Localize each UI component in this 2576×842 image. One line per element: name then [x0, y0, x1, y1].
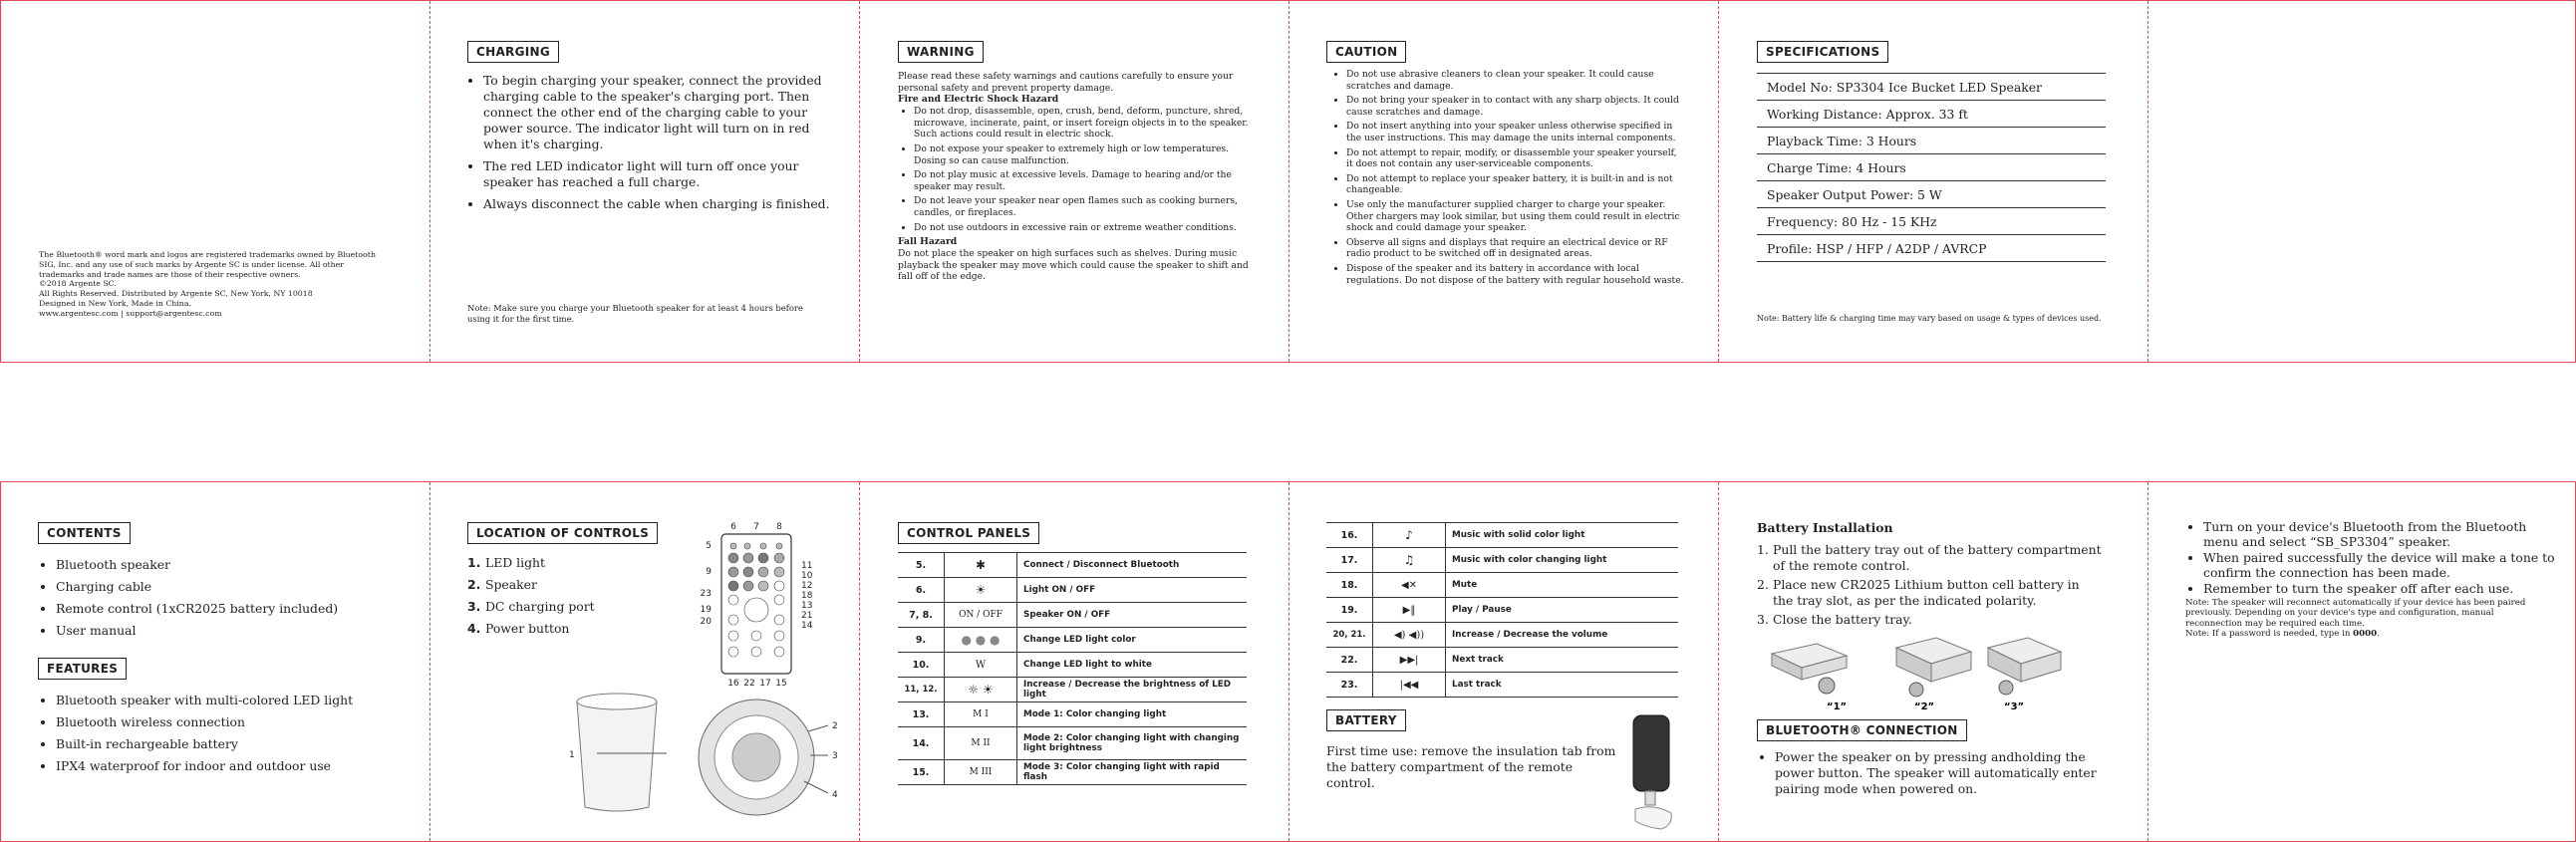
charging-note: Note: Make sure you charge your Bluetooth speaker for at least 4 hours before using it for the first time.: [467, 303, 803, 324]
callout-number: 9: [706, 567, 712, 577]
features-list: [38, 690, 407, 777]
design-line: Designed in New York, Made in China.: [39, 298, 191, 308]
item-label: DC charging port: [485, 599, 595, 614]
callout-number: 17: [759, 679, 771, 689]
row-description: Play / Pause: [1446, 598, 1679, 623]
item-label: Power button: [485, 621, 570, 636]
item-number: 4.: [467, 621, 481, 636]
callout-number: 19: [700, 605, 712, 615]
next-track-icon: ▶▶|: [1373, 648, 1446, 673]
speaker-rim: [577, 694, 657, 709]
callout-number: 7: [753, 522, 759, 532]
list-item: • IPX4 waterproof for indoor and outdoor use: [56, 755, 407, 777]
bluetooth-connection-list: [1757, 749, 2124, 797]
caution-panel: [1326, 1, 1685, 362]
power-icon: ON / OFF: [945, 603, 1017, 628]
table-row: [1326, 673, 1678, 698]
row-description: Mode 1: Color changing light: [1017, 702, 1248, 727]
callout-number: 4: [832, 790, 838, 800]
callout-number: 10: [801, 571, 813, 581]
warning-panel: [898, 1, 1257, 362]
list-item: • Use only the manufacturer supplied charger to charge your speaker. Other chargers may look similar, but using them could result in electric shock and could damage your speaker.: [1346, 199, 1685, 234]
speaker-diagram: [557, 690, 846, 829]
remote-insulation-tab-illustration: [1625, 713, 1685, 833]
row-description: Change LED light to white: [1017, 653, 1248, 678]
row-number: 15.: [898, 760, 945, 785]
bottom-sheet: [0, 481, 2576, 842]
table-row: [1326, 548, 1678, 573]
list-item: • The red LED indicator light will turn off once your speaker has reached a full charge.: [483, 158, 837, 190]
step-label: “3”: [2004, 702, 2025, 712]
table-row: [898, 603, 1247, 628]
charging-list: [467, 73, 837, 212]
list-item: • Dispose of the speaker and its battery in accordance with local regulations. Do not dispose of the battery with regular household waste.: [1346, 263, 1685, 286]
step-number: 3.: [1757, 612, 1769, 627]
control-panels-2-panel: [1326, 482, 1695, 841]
insulation-tab-icon: [1645, 791, 1655, 805]
list-item: • Do not leave your speaker near open flames such as cooking burners, candles, or fireplaces.: [914, 195, 1257, 218]
row-number: 23.: [1326, 673, 1373, 698]
bluetooth-steps-list: [2185, 519, 2557, 596]
row-description: Last track: [1446, 673, 1679, 698]
list-item: [1757, 577, 2126, 609]
list-item: • Remote control (1xCR2025 battery included): [56, 598, 407, 620]
fold-line: [2147, 1, 2148, 362]
website-line: www.argentesc.com | support@argentesc.com: [39, 308, 222, 318]
callout-number: 6: [730, 522, 736, 532]
list-item: • Do not insert anything into your speaker unless otherwise specified in the user instructions. This may damage the units internal components.: [1346, 121, 1685, 143]
color-buttons-icon: ● ● ●: [945, 628, 1017, 653]
list-item: • Always disconnect the cable when charging is finished.: [483, 196, 837, 212]
step-text: Place new CR2025 Lithium button cell battery in the tray slot, as per the indicated polarity.: [1773, 577, 2080, 608]
table-row: [898, 678, 1247, 702]
bluetooth-connection-heading: BLUETOOTH® CONNECTION: [1757, 719, 1967, 741]
row-number: 6.: [898, 578, 945, 603]
step-text: Close the battery tray.: [1773, 612, 1912, 627]
callout-line: [804, 781, 828, 793]
spec-row: Playback Time: 3 Hours: [1757, 128, 2106, 154]
list-item: • Bluetooth wireless connection: [56, 711, 407, 733]
list-item: • Bluetooth speaker: [56, 554, 407, 576]
table-row: [898, 760, 1247, 785]
row-number: 17.: [1326, 548, 1373, 573]
bluetooth-icon: ✱: [945, 553, 1017, 578]
password-note-end: .: [2377, 629, 2380, 640]
list-item: • Do not expose your speaker to extremely high or low temperatures. Dosing so can cause malfunction.: [914, 143, 1257, 166]
row-number: 13.: [898, 702, 945, 727]
list-item: • Built-in rechargeable battery: [56, 733, 407, 755]
reconnect-note: Note: The speaker will reconnect automatically if your device has been paired previously. Depending on your device's type and configuration, manual reconnection may be required each time.: [2185, 598, 2526, 629]
row-number: 11, 12.: [898, 678, 945, 702]
list-item: • Bluetooth speaker with multi-colored LED light: [56, 690, 407, 711]
specifications-panel: [1757, 1, 2116, 362]
row-description: Mode 3: Color changing light with rapid flash: [1017, 760, 1248, 785]
table-row: [898, 628, 1247, 653]
row-number: 18.: [1326, 573, 1373, 598]
callout-number: 1: [569, 750, 575, 760]
table-row: [1326, 573, 1678, 598]
callout-number: 21: [801, 611, 813, 621]
rights-line: All Rights Reserved. Distributed by Argente SC, New York, NY 10018: [39, 289, 313, 299]
mode-1-icon: M I: [945, 702, 1017, 727]
row-number: 19.: [1326, 598, 1373, 623]
warning-list: [898, 106, 1257, 233]
spec-row: Model No: SP3304 Ice Bucket LED Speaker: [1757, 74, 2106, 101]
battery-install-illustration: [1757, 634, 2086, 713]
fire-hazard-heading: Fire and Electric Shock Hazard: [898, 94, 1059, 106]
spec-row: Profile: HSP / HFP / A2DP / AVRCP: [1757, 235, 2106, 262]
callout-number: 2: [832, 721, 838, 731]
fold-line: [859, 1, 860, 362]
row-description: Light ON / OFF: [1017, 578, 1248, 603]
callout-number: 13: [801, 601, 813, 611]
copyright: ©2018 Argente SC.: [39, 279, 117, 289]
list-item: • Do not bring your speaker in to contact with any sharp objects. It could cause scratches and damage.: [1346, 95, 1685, 118]
list-item: • Turn on your device's Bluetooth from the Bluetooth menu and select “SB_SP3304” speaker.: [2203, 519, 2557, 549]
brightness-icon: ☼ ☀: [945, 678, 1017, 702]
caution-heading: CAUTION: [1326, 41, 1406, 63]
battery-install-heading: Battery Installation: [1757, 520, 1893, 535]
list-item: • To begin charging your speaker, connect the provided charging cable to the speaker's charging port. Then connect the other end of the charging cable to your power source. The indicator light will turn on in red when it's charging.: [483, 73, 837, 152]
table-row: [1326, 598, 1678, 623]
row-number: 16.: [1326, 523, 1373, 548]
spec-row: Working Distance: Approx. 33 ft: [1757, 101, 2106, 128]
mute-icon: ◀✕: [1373, 573, 1446, 598]
volume-icon: ◀) ◀)): [1373, 623, 1446, 648]
bluetooth-panel-2: [2185, 482, 2555, 841]
white-light-icon: W: [945, 653, 1017, 678]
row-description: Speaker ON / OFF: [1017, 603, 1248, 628]
callout-number: 16: [727, 679, 739, 689]
callout-number: 14: [801, 621, 813, 631]
callout-number: 18: [801, 591, 813, 601]
step-number: 2.: [1757, 577, 1769, 592]
row-description: Change LED light color: [1017, 628, 1248, 653]
play-pause-icon: ▶‖: [1373, 598, 1446, 623]
list-item: • Charging cable: [56, 576, 407, 598]
fold-line: [1718, 1, 1719, 362]
contents-list: [38, 554, 407, 642]
charging-heading: CHARGING: [467, 41, 559, 63]
step-3-illustration: [1988, 638, 2061, 695]
fold-line: [1288, 1, 1289, 362]
table-row: [898, 702, 1247, 727]
location-panel: [467, 482, 846, 841]
table-row: [898, 653, 1247, 678]
row-number: 7, 8.: [898, 603, 945, 628]
spec-note: Note: Battery life & charging time may vary based on usage & types of devices used.: [1757, 314, 2102, 323]
table-row: [1326, 623, 1678, 648]
fold-line: [1718, 482, 1719, 841]
row-description: Mute: [1446, 573, 1679, 598]
row-number: 5.: [898, 553, 945, 578]
step-text: Pull the battery tray out of the battery compartment of the remote control.: [1773, 542, 2102, 573]
control-panels-panel: [898, 482, 1267, 841]
warning-heading: WARNING: [898, 41, 984, 63]
step-label: “2”: [1914, 702, 1935, 712]
caution-list: [1326, 69, 1685, 286]
last-track-icon: |◀◀: [1373, 673, 1446, 698]
warning-intro: Please read these safety warnings and cautions carefully to ensure your personal safety and prevent property damage.: [898, 71, 1234, 94]
row-number: 20, 21.: [1326, 623, 1373, 648]
list-item: • Do not drop, disassemble, open, crush, bend, deform, puncture, shred, microwave, incinerate, paint, or insert foreign objects in to the speaker. Such actions could result in electric shock.: [914, 106, 1257, 140]
battery-install-panel: [1757, 482, 2126, 841]
callout-number: 20: [700, 617, 712, 627]
callout-number: 11: [801, 561, 813, 571]
row-description: Increase / Decrease the volume: [1446, 623, 1679, 648]
specifications-heading: SPECIFICATIONS: [1757, 41, 1888, 63]
item-label: LED light: [485, 555, 545, 570]
battery-text: First time use: remove the insulation tab from the battery compartment of the remote control.: [1326, 743, 1616, 790]
spec-table: [1757, 73, 2106, 262]
list-item: • User manual: [56, 620, 407, 642]
item-label: Speaker: [485, 577, 537, 592]
list-item: [1757, 542, 2126, 574]
callout-number: 3: [832, 751, 838, 761]
callout-number: 12: [801, 581, 813, 591]
list-item: • Do not attempt to repair, modify, or disassemble your speaker yourself, it does not contain any user-serviceable components.: [1346, 147, 1685, 170]
callout-number: 22: [743, 679, 755, 689]
remote-control-diagram: [682, 520, 841, 690]
table-row: [1326, 648, 1678, 673]
list-item: • Remember to turn the speaker off after each use.: [2203, 581, 2557, 596]
contents-heading: CONTENTS: [38, 522, 131, 544]
contents-panel: [38, 482, 407, 841]
music-notes-icon: ♫: [1373, 548, 1446, 573]
callout-number: 5: [706, 541, 712, 551]
list-item: • Observe all signs and displays that require an electrical device or RF radio product to be switched off in designated areas.: [1346, 237, 1685, 260]
trademark-notice: The Bluetooth® word mark and logos are registered trademarks owned by Bluetooth SIG, Inc. and any use of such marks by Argente SC is under license. All other trademarks and trade names are those of their respective owners.: [39, 250, 376, 279]
callout-number: 23: [700, 589, 712, 599]
list-item: • Do not use outdoors in excessive rain or extreme weather conditions.: [914, 222, 1257, 234]
table-row: [898, 578, 1247, 603]
list-item: • Do not use abrasive cleaners to clean your speaker. It could cause scratches and damage.: [1346, 69, 1685, 92]
legal-text: [39, 250, 383, 319]
mode-2-icon: M II: [945, 727, 1017, 760]
table-row: [898, 553, 1247, 578]
step-2-illustration: [1896, 638, 1971, 697]
fold-line: [859, 482, 860, 841]
row-number: 10.: [898, 653, 945, 678]
top-sheet: [0, 0, 2576, 363]
mode-3-icon: M III: [945, 760, 1017, 785]
legal-panel: [39, 1, 383, 362]
fold-line: [429, 482, 430, 841]
fall-hazard-heading: Fall Hazard: [898, 236, 958, 248]
row-number: 14.: [898, 727, 945, 760]
control-table-2: [1326, 522, 1678, 698]
table-row: [898, 727, 1247, 760]
password-value: 0000: [2353, 629, 2378, 640]
music-note-icon: ♪: [1373, 523, 1446, 548]
list-item: • Do not attempt to replace your speaker battery, it is built-in and is not changeable.: [1346, 173, 1685, 196]
item-number: 2.: [467, 577, 481, 592]
row-description: Connect / Disconnect Bluetooth: [1017, 553, 1248, 578]
speaker-cone: [732, 733, 780, 781]
step-label: “1”: [1827, 702, 1848, 712]
callout-number: 15: [775, 679, 787, 689]
charging-panel: [467, 1, 830, 362]
row-description: Mode 2: Color changing light with changing light brightness: [1017, 727, 1248, 760]
fall-hazard-text: Do not place the speaker on high surfaces such as shelves. During music playback the speaker may move which could cause the speaker to shift and fall off of the edge.: [898, 248, 1249, 283]
row-description: Next track: [1446, 648, 1679, 673]
spec-row: Charge Time: 4 Hours: [1757, 154, 2106, 181]
location-heading: LOCATION OF CONTROLS: [467, 522, 658, 544]
callout-line: [808, 725, 828, 731]
fold-line: [1288, 482, 1289, 841]
table-row: [1326, 523, 1678, 548]
remote-icon: [1633, 715, 1669, 791]
battery-heading: BATTERY: [1326, 709, 1406, 731]
fold-line: [429, 1, 430, 362]
features-heading: FEATURES: [38, 658, 127, 680]
password-note: [2185, 629, 2539, 639]
control-panels-heading: CONTROL PANELS: [898, 522, 1039, 544]
list-item: • Do not play music at excessive levels. Damage to hearing and/or the speaker may result.: [914, 169, 1257, 192]
list-item: • When paired successfully the device will make a tone to confirm the connection has been made.: [2203, 550, 2557, 580]
password-note-text: Note: If a password is needed, type in: [2185, 629, 2354, 640]
spec-row: Speaker Output Power: 5 W: [1757, 181, 2106, 208]
control-table: [898, 552, 1247, 785]
row-description: Increase / Decrease the brightness of LED light: [1017, 678, 1248, 702]
fold-line: [2147, 482, 2148, 841]
light-icon: ☀: [945, 578, 1017, 603]
item-number: 3.: [467, 599, 481, 614]
row-description: Music with color changing light: [1446, 548, 1679, 573]
list-item: • Power the speaker on by pressing andholding the power button. The speaker will automatically enter pairing mode when powered on.: [1775, 749, 2124, 797]
list-item: [1757, 612, 2126, 628]
step-number: 1.: [1757, 542, 1769, 557]
row-description: Music with solid color light: [1446, 523, 1679, 548]
hand-icon: [1635, 807, 1671, 829]
step-1-illustration: [1772, 644, 1847, 694]
row-number: 22.: [1326, 648, 1373, 673]
battery-steps: [1757, 542, 2126, 628]
callout-number: 8: [776, 522, 782, 532]
spec-row: Frequency: 80 Hz - 15 KHz: [1757, 208, 2106, 235]
item-number: 1.: [467, 555, 481, 570]
row-number: 9.: [898, 628, 945, 653]
